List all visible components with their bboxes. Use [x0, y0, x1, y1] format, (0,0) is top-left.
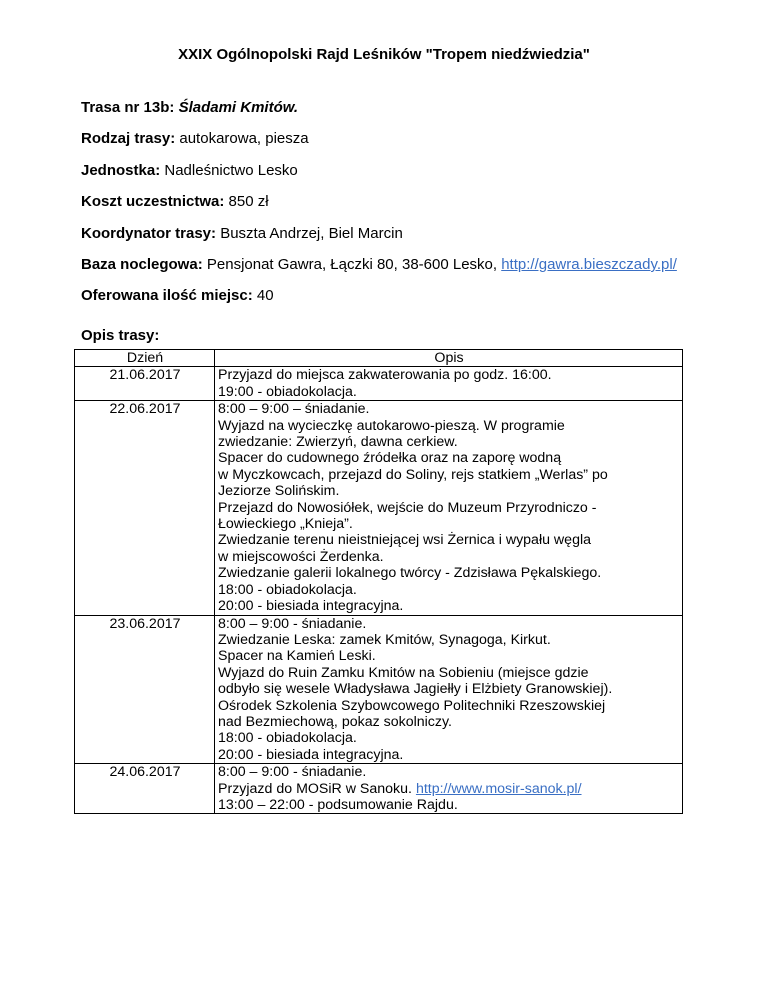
route-field [81, 99, 298, 116]
description-line: Przejazd do Nowosiółek, wejście do Muzeum Przyrodniczo - [218, 499, 597, 516]
description-line: 20:00 - biesiada integracyjna. [218, 746, 404, 763]
table-row [75, 367, 683, 401]
cost-label: Koszt uczestnictwa: [81, 193, 225, 210]
description-line: 8:00 – 9:00 - śniadanie. [218, 615, 367, 632]
cost-field [81, 193, 269, 210]
description-line: nad Bezmiechową, pokaz sokolniczy. [218, 713, 452, 730]
description-line: Łowieckiego „Knieja”. [218, 516, 353, 533]
description-line: 18:00 - obiadokolacja. [218, 730, 357, 747]
description-line: zwiedzanie: Zwierzyń, dawna cerkiew. [218, 434, 458, 451]
route-label: Trasa nr 13b: [81, 99, 175, 116]
description-line: 8:00 – 9:00 - śniadanie. [218, 764, 367, 781]
table-header-row [75, 350, 683, 367]
description-line: Ośrodek Szkolenia Szybowcowego Politechniki Rzeszowskiej [218, 697, 606, 714]
accommodation-value: Pensjonat Gawra, Łączki 80, 38-600 Lesko, [206, 256, 498, 273]
accommodation-link[interactable]: http://gawra.bieszczady.pl/ [501, 256, 677, 273]
day-cell: 23.06.2017 [75, 615, 215, 764]
coordinator-value: Buszta Andrzej, Biel Marcin [220, 225, 403, 242]
unit-value: Nadleśnictwo Lesko [164, 162, 298, 179]
description-line: Przyjazd do MOSiR w Sanoku. http://www.mosir-sanok.pl/ [218, 780, 582, 797]
description-line: 18:00 - obiadokolacja. [218, 581, 357, 598]
coordinator-label: Koordynator trasy: [81, 225, 217, 242]
accommodation-field [81, 256, 677, 273]
unit-field [81, 162, 298, 179]
description-line: Wyjazd do Ruin Zamku Kmitów na Sobieniu (miejsce gdzie [218, 664, 589, 681]
description-line: Zwiedzanie galerii lokalnego twórcy - Zdzisława Pękalskiego. [218, 565, 602, 582]
day-cell: 24.06.2017 [75, 764, 215, 814]
places-value: 40 [256, 287, 274, 304]
day-cell: 21.06.2017 [75, 367, 215, 401]
places-label: Oferowana ilość miejsc: [81, 287, 253, 304]
mosir-link[interactable]: http://www.mosir-sanok.pl/ [415, 780, 582, 797]
table-row [75, 615, 683, 764]
description-cell [215, 764, 683, 814]
header-description: Opis [215, 350, 683, 367]
type-field [81, 130, 309, 147]
accommodation-label: Baza noclegowa: [81, 256, 203, 273]
type-value: autokarowa, piesza [179, 130, 309, 147]
description-line: w miejscowości Żerdenka. [218, 548, 384, 565]
table-row [75, 401, 683, 615]
document-title: XXIX Ogólnopolski Rajd Leśników "Tropem niedźwiedzia" [178, 46, 590, 63]
cost-value: 850 zł [228, 193, 269, 210]
description-heading: Opis trasy: [81, 327, 160, 344]
day-cell: 22.06.2017 [75, 401, 215, 615]
description-cell [215, 367, 683, 401]
route-table [74, 349, 683, 814]
description-line: Zwiedzanie terenu nieistniejącej wsi Żernica i wypału węgla [218, 532, 591, 549]
description-line: Spacer na Kamień Leski. [218, 648, 376, 665]
description-line: 8:00 – 9:00 – śniadanie. [218, 401, 370, 418]
route-name: Śladami Kmitów. [178, 99, 299, 116]
description-line: odbyło się wesele Władysława Jagiełły i Elżbiety Granowskiej). [218, 681, 613, 698]
description-line: 19:00 - obiadokolacja. [218, 383, 357, 400]
description-line: 13:00 – 22:00 - podsumowanie Rajdu. [218, 796, 458, 813]
description-line: Zwiedzanie Leska: zamek Kmitów, Synagoga, Kirkut. [218, 631, 551, 648]
description-line: Jeziorze Solińskim. [218, 483, 340, 500]
places-field [81, 287, 274, 304]
header-day: Dzień [75, 350, 215, 367]
description-line: Wyjazd na wycieczkę autokarowo-pieszą. W programie [218, 417, 565, 434]
description-line: 20:00 - biesiada integracyjna. [218, 598, 404, 615]
table-row [75, 764, 683, 814]
description-cell [215, 401, 683, 615]
description-line: Spacer do cudownego źródełka oraz na zaporę wodną [218, 450, 562, 467]
coordinator-field [81, 225, 403, 242]
description-line: w Myczkowcach, przejazd do Soliny, rejs statkiem „Werlas” po [218, 466, 608, 483]
description-line: Przyjazd do miejsca zakwaterowania po godz. 16:00. [218, 367, 552, 384]
description-cell [215, 615, 683, 764]
type-label: Rodzaj trasy: [81, 130, 176, 147]
unit-label: Jednostka: [81, 162, 161, 179]
